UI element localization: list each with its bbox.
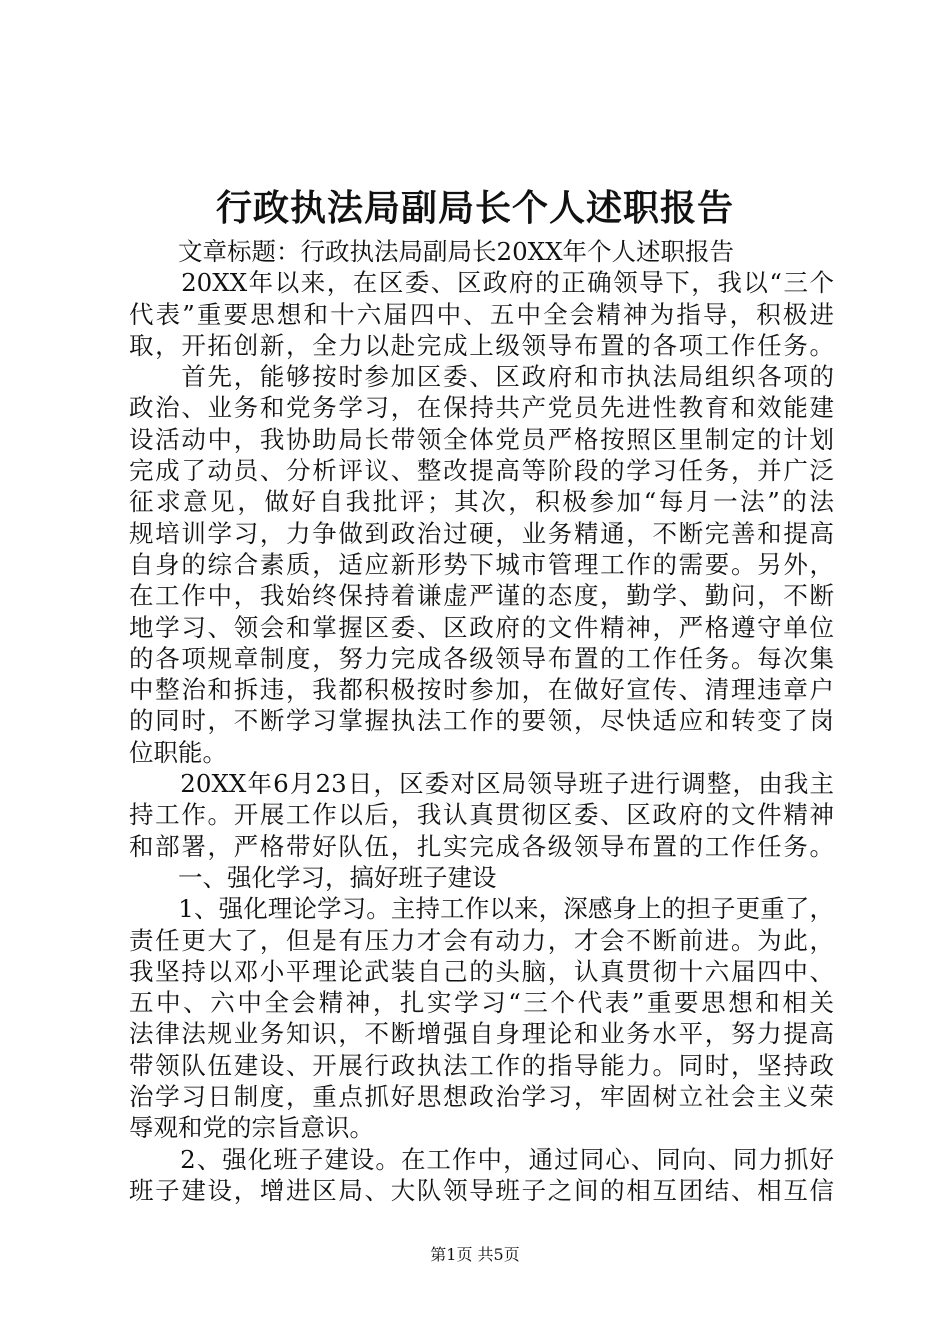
text-line: 辱观和党的宗旨意识。 — [129, 1113, 374, 1143]
text-line: 地学习、领会和掌握区委、区政府的文件精神，严格遵守单位 — [129, 612, 834, 642]
page-footer: 第1页 共5页 — [430, 1245, 520, 1264]
text-line: 2、强化班子建设。在工作中，通过同心、同向、同力抓好 — [129, 1144, 834, 1174]
text-line: 代表”重要思想和十六届四中、五中全会精神为指导，积极进 — [129, 299, 834, 329]
text-line: 1、强化理论学习。主持工作以来，深感身上的担子更重了， — [129, 894, 834, 924]
text-line: 责任更大了，但是有压力才会有动力，才会不断前进。为此， — [129, 925, 834, 955]
text-line: 20XX年以来，在区委、区政府的正确领导下，我以“三个 — [129, 268, 834, 298]
text-line: 政治、业务和党务学习，在保持共产党员先进性教育和效能建 — [129, 393, 834, 423]
text-line: 取，开拓创新，全力以赴完成上级领导布置的各项工作任务。 — [129, 330, 834, 360]
text-line: 我坚持以邓小平理论武装自己的头脑，认真贯彻十六届四中、 — [129, 956, 834, 986]
text-line: 完成了动员、分析评议、整改提高等阶段的学习任务，并广泛 — [129, 456, 834, 486]
text-line: 自身的综合素质，适应新形势下城市管理工作的需要。另外， — [129, 549, 834, 579]
text-line: 班子建设，增进区局、大队领导班子之间的相互团结、相互信 — [129, 1175, 834, 1205]
document-title: 行政执法局副局长个人述职报告 — [215, 187, 734, 229]
document-body — [129, 236, 834, 1206]
text-line: 的同时，不断学习掌握执法工作的要领，尽快适应和转变了岗 — [129, 706, 834, 736]
text-line: 治学习日制度，重点抓好思想政治学习，牢固树立社会主义荣 — [129, 1082, 834, 1112]
text-line: 设活动中，我协助局长带领全体党员严格按照区里制定的计划 — [129, 424, 834, 454]
text-line: 一、强化学习，搞好班子建设 — [129, 862, 497, 892]
text-line: 的各项规章制度，努力完成各级领导布置的工作任务。每次集 — [129, 643, 834, 673]
text-line: 在工作中，我始终保持着谦虚严谨的态度，勤学、勤问，不断 — [129, 581, 834, 611]
text-line: 20XX年6月23日，区委对区局领导班子进行调整，由我主 — [129, 769, 834, 799]
text-line: 五中、六中全会精神，扎实学习“三个代表”重要思想和相关 — [129, 988, 834, 1018]
text-line: 规培训学习，力争做到政治过硬，业务精通，不断完善和提高 — [129, 518, 834, 548]
text-line: 持工作。开展工作以后，我认真贯彻区委、区政府的文件精神 — [129, 800, 834, 830]
text-line: 法律法规业务知识，不断增强自身理论和业务水平，努力提高 — [129, 1019, 834, 1049]
text-line: 首先，能够按时参加区委、区政府和市执法局组织各项的 — [129, 362, 834, 392]
text-line: 和部署，严格带好队伍，扎实完成各级领导布置的工作任务。 — [129, 831, 834, 861]
text-line: 中整治和拆违，我都积极按时参加，在做好宣传、清理违章户 — [129, 675, 834, 705]
text-line: 位职能。 — [129, 737, 227, 767]
text-line: 带领队伍建设、开展行政执法工作的指导能力。同时，坚持政 — [129, 1050, 834, 1080]
text-line: 征求意见，做好自我批评；其次，积极参加“每月一法”的法 — [129, 487, 834, 517]
text-line: 文章标题：行政执法局副局长20XX年个人述职报告 — [129, 237, 735, 266]
